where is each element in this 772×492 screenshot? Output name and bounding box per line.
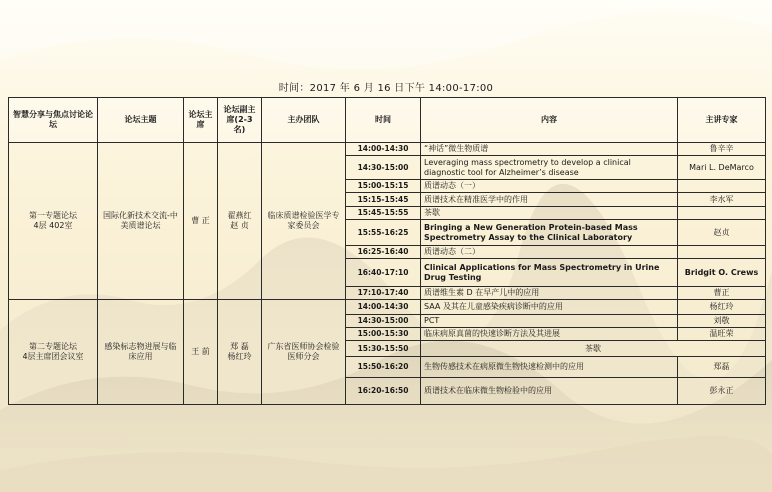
col-theme: 论坛主题 [98,98,184,143]
session-time: 15:15-15:45 [346,193,421,207]
event-time: 时间：2017 年 6 月 16 日下午 14:00-17:00 [278,83,494,94]
forum-chair: 曹 正 [184,143,218,300]
session-content: 临床病原真菌的快速诊断方法及其进展 [421,328,678,341]
session-expert [678,207,766,220]
forum-vice-chair [218,143,262,300]
session-time: 14:30-15:00 [346,156,421,180]
forum-name-text: 第二专题论坛 4层主席团会议室 [22,342,84,361]
col-content: 内容 [421,98,678,143]
col-vice-chair: 论坛副主席(2-3名) [218,98,262,143]
session-time: 16:25-16:40 [346,246,421,259]
vice-chair-text: 翟燕红 赵 贞 [227,211,252,230]
session-expert: 曹正 [678,287,766,300]
forum-chair: 王 前 [184,300,218,405]
forum-schedule-table [8,97,766,405]
session-time: 15:30-15:50 [346,341,421,357]
session-row [9,300,766,315]
session-content: 质谱技术在精准医学中的作用 [421,193,678,207]
forum-name-text: 第一专题论坛 4层 402室 [29,211,77,230]
session-content: 质谱维生素 D 在早产儿中的应用 [421,287,678,300]
session-expert [678,246,766,259]
session-expert: 李水军 [678,193,766,207]
session-expert: 鲁辛辛 [678,143,766,156]
session-time: 15:50-16:20 [346,357,421,378]
session-expert: Mari L. DeMarco [678,156,766,180]
session-expert: 赵贞 [678,220,766,246]
session-expert: 彭永正 [678,378,766,405]
session-time: 15:55-16:25 [346,220,421,246]
session-content: 质谱动态（二） [421,246,678,259]
session-time: 17:10-17:40 [346,287,421,300]
session-content: 质谱技术在临床微生物检验中的应用 [421,378,678,405]
session-time: 14:00-14:30 [346,300,421,315]
session-content: Bringing a New Generation Protein-based Mass Spectrometry Assay to the Clinical Laboratory [421,220,678,246]
col-time: 时间 [346,98,421,143]
session-content: Clinical Applications for Mass Spectrometry in Urine Drug Testing [421,259,678,287]
session-time: 15:00-15:15 [346,180,421,193]
session-content: Leveraging mass spectrometry to develop a clinical diagnostic tool for Alzheimer’s disease [421,156,678,180]
header-row [9,98,766,143]
forum-host-team: 临床质谱检验医学专家委员会 [262,143,346,300]
forum-host-team: 广东省医师协会检验医师分会 [262,300,346,405]
session-content: SAA 及其在儿童感染疾病诊断中的应用 [421,300,678,315]
session-time: 15:00-15:30 [346,328,421,341]
col-expert: 主讲专家 [678,98,766,143]
session-expert: 刘敬 [678,315,766,328]
session-expert: 温旺荣 [678,328,766,341]
col-chair: 论坛主席 [184,98,218,143]
session-expert: 郑磊 [678,357,766,378]
session-content: 生物传感技术在病原微生物快速检测中的应用 [421,357,678,378]
forum-vice-chair [218,300,262,405]
session-expert: Bridgit O. Crews [678,259,766,287]
forum-theme: 国际化新技术交流-中美质谱论坛 [98,143,184,300]
session-time: 16:20-16:50 [346,378,421,405]
col-forum: 智慧分享与焦点讨论论坛 [9,98,98,143]
vice-chair-text: 郑 磊 杨红玲 [227,342,252,361]
session-expert [678,180,766,193]
session-content: 茶歇 [421,207,678,220]
col-host-team: 主办团队 [262,98,346,143]
session-content: PCT [421,315,678,328]
session-time: 14:00-14:30 [346,143,421,156]
forum-name [9,300,98,405]
session-content: 质谱动态（一） [421,180,678,193]
session-time: 14:30-15:00 [346,315,421,328]
forum-name [9,143,98,300]
session-row [9,143,766,156]
tea-break: 茶歇 [421,341,766,357]
forum-theme: 感染标志物进展与临床应用 [98,300,184,405]
session-content: “神话”微生物质谱 [421,143,678,156]
session-time: 15:45-15:55 [346,207,421,220]
session-time: 16:40-17:10 [346,259,421,287]
session-expert: 杨红玲 [678,300,766,315]
